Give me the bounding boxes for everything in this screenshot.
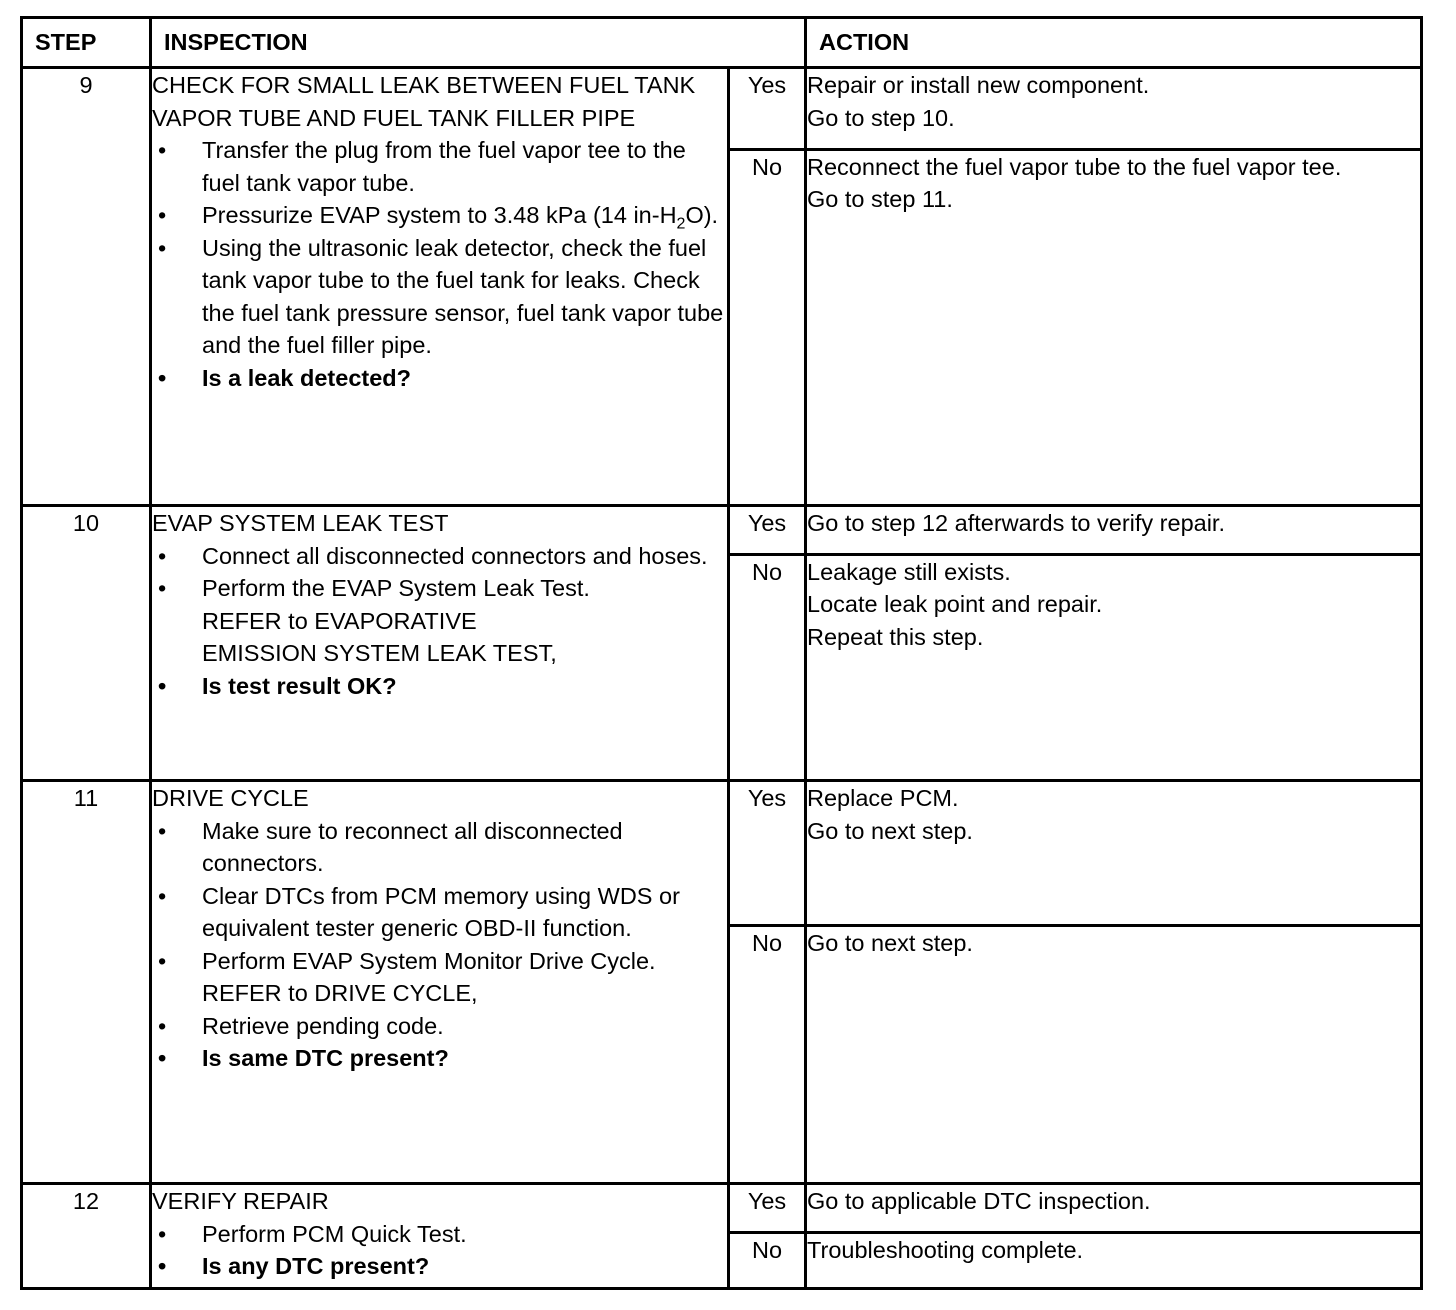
no-action	[806, 149, 1422, 506]
step-11-yes-row	[22, 781, 1422, 926]
bullet-text: • Perform EVAP System Monitor Drive Cycle.	[202, 947, 656, 974]
bullet-item: • Using the ultrasonic leak detector, check the fuel tank vapor tube to the fuel tank for leaks. Check the fuel tank pressure sensor, fuel tank vapor tube and the fuel filler pipe.	[152, 232, 727, 362]
header-step: STEP	[22, 18, 151, 68]
bullet-item: • Transfer the plug from the fuel vapor tee to the fuel tank vapor tube.	[152, 134, 727, 199]
action-line: Go to step 11.	[807, 186, 953, 213]
step-12-yes-row	[22, 1184, 1422, 1232]
bullet-text: • Perform the EVAP System Leak Test.	[202, 575, 590, 602]
bullet-text: REFER to EVAPORATIVE	[202, 607, 477, 634]
bullet-item: • Make sure to reconnect all disconnected connectors.	[152, 815, 727, 880]
no-label: No	[729, 554, 806, 781]
question: • Is any DTC present?	[152, 1250, 727, 1283]
header-inspection: INSPECTION	[151, 18, 806, 68]
bullet-list	[152, 134, 727, 394]
action-line: Go to next step.	[807, 930, 973, 957]
step-number: 10	[22, 506, 151, 781]
bullet-list	[152, 1218, 727, 1283]
diagnostic-table	[20, 16, 1423, 1290]
action-line: Replace PCM.	[807, 785, 959, 812]
question: • Is test result OK?	[152, 670, 727, 703]
yes-label: Yes	[729, 781, 806, 926]
question: • Is a leak detected?	[152, 362, 727, 395]
bullet-text-tail: O).	[685, 202, 719, 228]
bullet-item: • Perform PCM Quick Test.	[152, 1218, 727, 1251]
action-line: Troubleshooting complete.	[807, 1236, 1084, 1263]
no-label: No	[729, 926, 806, 1184]
subscript: 2	[676, 215, 686, 233]
step-10-yes-row	[22, 506, 1422, 554]
yes-label: Yes	[729, 1184, 806, 1232]
bullet-text: Pressurize EVAP system to 3.48 kPa (14 in-H	[202, 202, 677, 228]
bullet-list	[152, 540, 727, 703]
bullet-text: EMISSION SYSTEM LEAK TEST,	[202, 640, 557, 667]
bullet-item	[152, 572, 727, 670]
action-line: Go to step 10.	[807, 104, 955, 131]
action-line: Reconnect the fuel vapor tube to the fuel vapor tee.	[807, 153, 1342, 180]
no-label: No	[729, 149, 806, 506]
bullet-list	[152, 815, 727, 1075]
step-title: DRIVE CYCLE	[152, 785, 309, 812]
yes-label: Yes	[729, 68, 806, 150]
yes-action	[806, 1184, 1422, 1232]
action-line: Go to next step.	[807, 817, 973, 844]
header-row	[22, 18, 1422, 68]
bullet-text: REFER to DRIVE CYCLE,	[202, 980, 478, 1007]
yes-label: Yes	[729, 506, 806, 554]
bullet-item	[152, 945, 727, 1010]
action-line: Leakage still exists.	[807, 558, 1011, 585]
step-number: 11	[22, 781, 151, 1184]
step-inspection	[151, 68, 729, 506]
no-action	[806, 926, 1422, 1184]
yes-action	[806, 781, 1422, 926]
step-number: 9	[22, 68, 151, 506]
action-line: Go to step 12 afterwards to verify repair.	[807, 510, 1225, 537]
step-number: 12	[22, 1184, 151, 1289]
step-title: EVAP SYSTEM LEAK TEST	[152, 510, 449, 537]
yes-action	[806, 506, 1422, 554]
step-title: VERIFY REPAIR	[152, 1188, 329, 1215]
no-action	[806, 554, 1422, 781]
action-line: Locate leak point and repair.	[807, 591, 1103, 618]
action-line: Repair or install new component.	[807, 72, 1150, 98]
yes-action	[806, 68, 1422, 150]
no-action	[806, 1232, 1422, 1288]
step-9-yes-row	[22, 68, 1422, 150]
bullet-item	[152, 199, 727, 232]
question: • Is same DTC present?	[152, 1042, 727, 1075]
action-line: Repeat this step.	[807, 623, 984, 650]
header-action: ACTION	[806, 18, 1422, 68]
step-inspection	[151, 781, 729, 1184]
action-line: Go to applicable DTC inspection.	[807, 1188, 1151, 1215]
no-label: No	[729, 1232, 806, 1288]
step-inspection	[151, 1184, 729, 1289]
bullet-item: • Clear DTCs from PCM memory using WDS or equivalent tester generic OBD-II function.	[152, 880, 727, 945]
step-title: CHECK FOR SMALL LEAK BETWEEN FUEL TANK VAPOR TUBE AND FUEL TANK FILLER PIPE	[152, 72, 696, 131]
step-inspection	[151, 506, 729, 781]
bullet-item: • Connect all disconnected connectors and hoses.	[152, 540, 727, 573]
bullet-item: • Retrieve pending code.	[152, 1010, 727, 1043]
